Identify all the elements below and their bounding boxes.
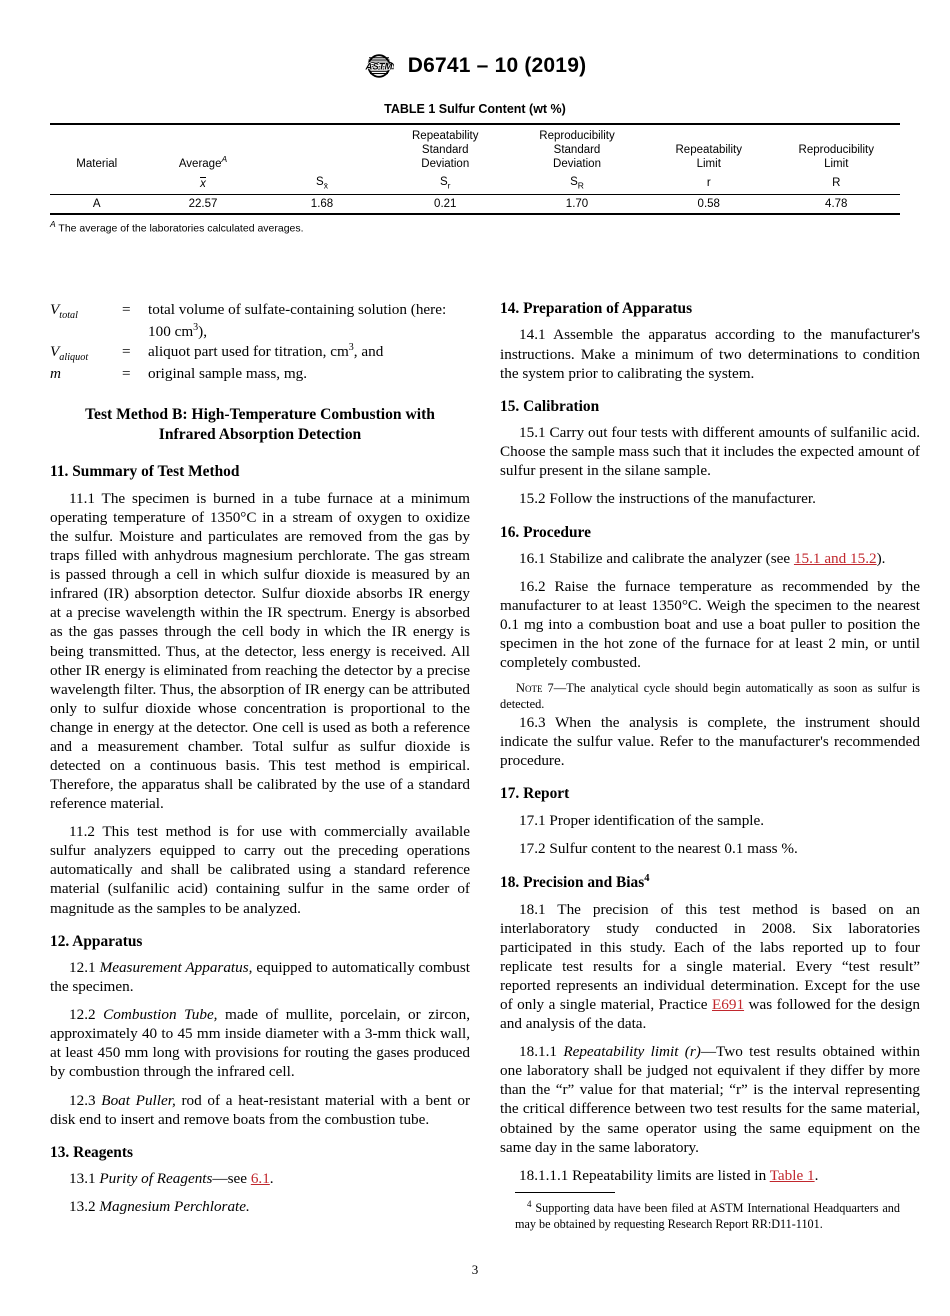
document-designation: D6741 – 10 (2019) (407, 54, 587, 77)
definition-term: $V_{total}$ (50, 301, 78, 322)
paragraph-16-1: 16.1 Stabilize and calibrate the analyzer (see 15.1 and 15.2). (519, 550, 886, 567)
footnote-4 (515, 1199, 900, 1233)
cross-reference-e691[interactable]: E691 (712, 996, 745, 1014)
table-caption: TABLE 1 Sulfur Content (wt %) (384, 102, 566, 116)
paragraph-12-1: 12.1 Measurement Apparatus, equipped to automatically combust the specimen. (50, 959, 470, 996)
col-header-average-footnote-mark: A (221, 154, 228, 165)
table-footnote-mark: A (50, 219, 56, 230)
col-header-repeatability-std-dev: Repeatability Standard Deviation (382, 124, 510, 174)
heading-section-16: 16. Procedure (500, 523, 591, 541)
definition-term: $V_{aliquot}$ (50, 342, 89, 363)
symbol-sr: $S_r$ (439, 176, 451, 191)
table-symbol-row (50, 174, 900, 195)
symbol-average: x (200, 177, 206, 190)
heading-section-11: 11. Summary of Test Method (50, 463, 240, 481)
paragraph-15-1: 15.1 Carry out four tests with different amounts of sulfanilic acid. Choose the sample mass such that it includes the expected amount of sulfur present in the silane sample. (500, 424, 920, 480)
svg-text:ASTM: ASTM (365, 61, 393, 73)
definition-item-v-aliquot (50, 342, 470, 364)
paragraph-15-2: 15.2 Follow the instructions of the manufacturer. (519, 490, 816, 508)
heading-section-12: 12. Apparatus (50, 932, 143, 950)
symbol-sR: $S_R$ (570, 176, 584, 191)
definition-text: original sample mass, mg. (148, 364, 308, 382)
paragraph-18-1: 18.1 The precision of this test method is based on an interlaboratory study conducted in 2008. Six laboratories participated in this study. Each of the labs reported up to four replicate test results for a single material. Every “test result” reported represents an individual determination. Except for the use of only a single material, Practice E691 was followed for the design and analysis of the data. (500, 900, 920, 1033)
definition-item-v-total (50, 300, 470, 322)
paragraph-12-2: 12.2 Combustion Tube, made of mullite, porcelain, or zircon, approximately 40 to 45 mm inside diameter with a 3-mm thick wall, at least 450 mm long with provisions for routing the gases produced by combustion through the infrared cell. (50, 1006, 470, 1081)
definition-equals: = (122, 342, 131, 360)
astm-logo-icon (364, 53, 398, 79)
symbol-definition-list (50, 300, 470, 383)
heading-section-13: 13. Reagents (50, 1143, 133, 1161)
paragraph-17-1: 17.1 Proper identification of the sample. (519, 811, 765, 829)
symbol-r: r (706, 177, 711, 190)
paragraph-17-2: 17.2 Sulfur content to the nearest 0.1 mass %. (519, 840, 798, 858)
paragraph-13-1: 13.1 Purity of Reagents—see 6.1. (69, 1170, 274, 1188)
col-header-reproducibility-std-dev: Reproducibility Standard Deviation (509, 124, 645, 174)
paragraph-13-2: 13.2 Magnesium Perchlorate. (69, 1198, 250, 1216)
definition-item-v-total-cont (50, 322, 470, 342)
paragraph-16-3: 16.3 When the analysis is complete, the instrument should indicate the sulfur value. Refer to the manufacturer's recommended procedure. (500, 714, 920, 770)
document-header (50, 44, 900, 88)
left-column (50, 300, 470, 1216)
paragraph-18-1-1: 18.1.1 Repeatability limit (r)—Two test results obtained within one laboratory shall be judged not equivalent if they differ by more than the “r” value for that material; “r” is the interval representing the critical difference between two test results for the same material, obtained by the same operator using the same equipment on the same day in the same laboratory. (500, 1043, 920, 1156)
cell-average: 22.57 (144, 195, 263, 215)
test-method-b-title: Test Method B: High-Temperature Combustion with Infrared Absorption Detection (85, 406, 435, 443)
definition-continuation: 100 $cm^3$), (148, 322, 207, 341)
table-footnote-text: The average of the laboratories calculated averages. (58, 222, 304, 235)
cross-reference-6-1[interactable]: 6.1 (250, 1170, 270, 1188)
footnote-mark: 4 (527, 1199, 532, 1209)
table-1-block (50, 102, 900, 236)
cell-reproducibility-std-dev: 1.70 (509, 195, 645, 215)
table-row (50, 195, 900, 215)
cell-repeatability-std-dev: 0.21 (382, 195, 510, 215)
note-7 (500, 681, 920, 713)
table-footnote (50, 219, 900, 236)
table-header-row (50, 124, 900, 174)
heading-section-18: 18. Precision and Bias$^4$ (500, 873, 650, 892)
cell-material: A (50, 195, 144, 215)
symbol-R: R (832, 177, 841, 190)
definition-term: m (50, 364, 61, 382)
sulfur-content-table (50, 123, 900, 215)
footnote-body: Supporting data have been filed at ASTM International Headquarters and may be obtained by requesting Research Report RR:D11-1101. (515, 1201, 900, 1231)
col-header-blank (263, 124, 382, 174)
cell-std-dev-average: 1.68 (263, 195, 382, 215)
definition-equals: = (122, 301, 131, 318)
col-header-repeatability-limit: Repeatability Limit (645, 124, 773, 174)
col-header-reproducibility-limit: Reproducibility Limit (773, 124, 901, 174)
cross-reference-15-1-and-15-2[interactable]: 15.1 and 15.2 (793, 550, 877, 567)
note-text: 7—The analytical cycle should begin automatically as soon as sulfur is detected. (500, 681, 920, 712)
paragraph-16-2: 16.2 Raise the furnace temperature as recommended by the manufacturer to at least 1350°C. Weigh the specimen to the nearest 0.1 mg into a combustion boat and use a boat puller to position the specimen in the hot zone of the furnace for at least 2 min, or until completely combusted. (500, 578, 920, 672)
heading-section-17: 17. Report (500, 785, 570, 803)
symbol-std-dev-of-average: $S_{x̄}$ (316, 176, 328, 191)
heading-section-15: 15. Calibration (500, 397, 600, 415)
paragraph-14-1: 14.1 Assemble the apparatus according to the manufacturer's instructions. Make a minimum of two determinations to condition the system prior to calibrating the system. (500, 326, 920, 382)
body-columns (50, 300, 920, 1216)
col-header-average: Average$^A$ (144, 124, 263, 174)
symbol-material (50, 174, 144, 195)
note-label: Note (516, 681, 543, 696)
heading-section-14: 14. Preparation of Apparatus (500, 300, 693, 317)
definition-item-m (50, 364, 470, 383)
definition-equals: = (122, 364, 131, 382)
definition-text: aliquot part used for titration, $cm^3$, and (148, 341, 384, 360)
paragraph-12-3: 12.3 Boat Puller, rod of a heat-resistant material with a bent or disk end to insert and remove boats from the combustion tube. (50, 1091, 471, 1128)
page-number: 3 (471, 1262, 479, 1277)
cell-repeatability-limit: 0.58 (645, 195, 773, 215)
paragraph-11-1: 11.1 The specimen is burned in a tube furnace at a minimum operating temperature of 1350°C in a stream of oxygen to oxidize the sulfur. Moisture and particulates are removed from the gas by traps filled with anhydrous magnesium perchlorate. The gas stream is passed through a cell in which sulfur dioxide is measured by an infrared (IR) absorption detector. Sulfur dioxide absorbs IR energy at a precise wavelength within the IR spectrum. Energy is absorbed as the gas passes through the cell body in which the IR energy is being transmitted. Thus, at the detector, less energy is received. All other IR energy is eliminated from reaching the detector by a precise wavelength filter. Thus, the absorption of IR energy can be attributed only to sulfur dioxide whose concentration is proportional to the change in energy at the detector. One cell is used as both a reference and a measurement chamber. Total sulfur as sulfur dioxide is detected on a continuous basis. This test method is empirical. Therefore, the apparatus shall be calibrated by the use of a standard reference material. (50, 489, 470, 813)
cell-reproducibility-limit: 4.78 (773, 195, 901, 215)
paragraph-11-2: 11.2 This test method is for use with commercially available sulfur analyzers equipped to carry out the preceding operations automatically and shall be calibrated using a standard reference material (sulfanilic acid) containing sulfur in the same order of magnitude as the samples to be analyzed. (50, 823, 470, 917)
section-18-footnote-mark: 4 (644, 873, 650, 885)
right-column (500, 300, 920, 1216)
paragraph-18-1-1-1: 18.1.1.1 Repeatability limits are listed in Table 1. (519, 1166, 819, 1184)
footnote-divider (515, 1192, 615, 1193)
document-page (0, 44, 950, 1316)
page-footnote-block (515, 1192, 900, 1233)
col-header-material: Material (50, 124, 144, 174)
definition-text: total volume of sulfate-containing solution (here: (148, 301, 447, 318)
cross-reference-table-1[interactable]: Table 1 (769, 1166, 815, 1184)
